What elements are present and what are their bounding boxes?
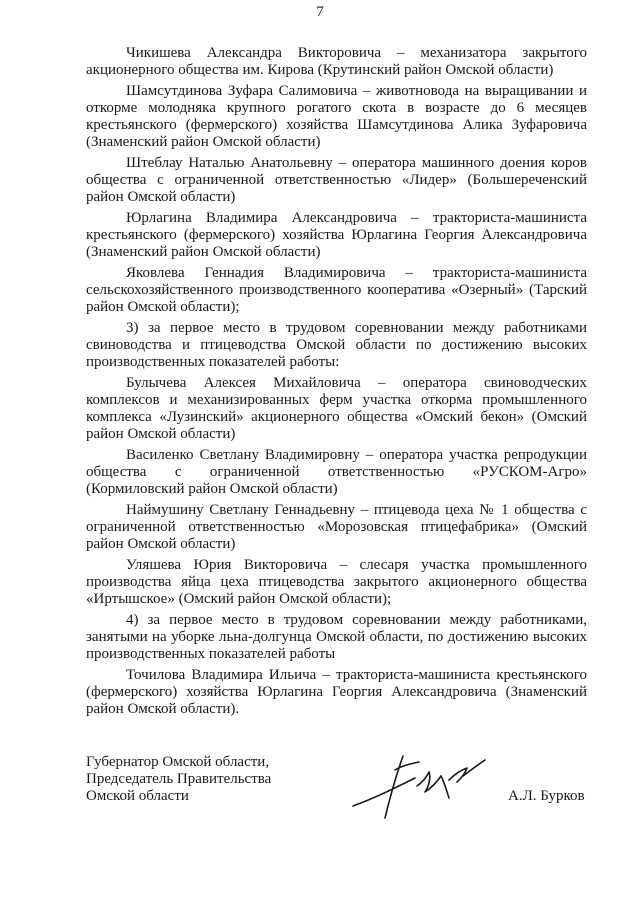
signatory-title bbox=[86, 754, 386, 805]
handwritten-signature bbox=[345, 748, 505, 823]
signatory-title-line-3: Омской области bbox=[86, 788, 189, 804]
section-3-heading: 3) за первое место в трудовом соревновании между работниками свиноводства и птицеводства Омской области по достижению высоких производственных показателей работы: bbox=[86, 320, 587, 370]
section-4-heading: 4) за первое место в трудовом соревновании между работниками, занятыми на уборке льна-долгунца Омской области, по достижению высоких производственных показателей работы bbox=[86, 612, 587, 662]
award-paragraph-3: Штеблау Наталью Анатольевну – оператора машинного доения коров общества с ограниченной ответственностью «Лидер» (Большереченский район Омской области) bbox=[86, 155, 587, 205]
award-paragraph-8: Наймушину Светлану Геннадьевну – птицевода цеха № 1 общества с ограниченной ответственностью «Морозовская птицефабрика» (Омский район Омской области) bbox=[86, 502, 587, 552]
award-paragraph-1: Чикишева Александра Викторовича – механизатора закрытого акционерного общества им. Кирова (Крутинский район Омской области) bbox=[86, 45, 587, 78]
signatory-title-line-1: Губернатор Омской области, bbox=[86, 754, 270, 770]
signatory-title-line-2: Председатель Правительства bbox=[86, 771, 272, 787]
page-number: 7 bbox=[316, 4, 324, 20]
award-paragraph-6: Булычева Алексея Михайловича – оператора свиноводческих комплексов и механизированных ферм участка откорма промышленного комплекса «Лузинский» акционерного общества «Омский бекон» (Омский район Омской области) bbox=[86, 375, 587, 442]
award-paragraph-5: Яковлева Геннадия Владимировича – тракториста-машиниста сельскохозяйственного производственного кооператива «Озерный» (Тарский район Омской области); bbox=[86, 265, 587, 315]
award-paragraph-10: Точилова Владимира Ильича – тракториста-машиниста крестьянского (фермерского) хозяйства Юрлагина Георгия Александровича (Знаменский район Омской области). bbox=[86, 667, 587, 717]
award-paragraph-2: Шамсутдинова Зуфара Салимовича – животновода на выращивании и откорме молодняка крупного рогатого скота в возрасте до 6 месяцев крестьянского (фермерского) хозяйства Шамсутдинова Алика Зуфаровича (Знаменский район Омской области) bbox=[86, 83, 587, 150]
award-paragraph-9: Уляшева Юрия Викторовича – слесаря участка промышленного производства яйца цеха птицеводства закрытого акционерного общества «Иртышское» (Омский район Омской области); bbox=[86, 557, 587, 607]
award-paragraph-4: Юрлагина Владимира Александровича – тракториста-машиниста крестьянского (фермерского) хозяйства Юрлагина Георгия Александровича (Знаменский район Омской области) bbox=[86, 210, 587, 260]
signatory-name: А.Л. Бурков bbox=[508, 788, 585, 804]
award-paragraph-7: Василенко Светлану Владимировну – оператора участка репродукции общества с ограниченной ответственностью «РУСКОМ-Агро» (Кормиловский район Омской области) bbox=[86, 447, 587, 497]
document-body bbox=[86, 45, 587, 722]
